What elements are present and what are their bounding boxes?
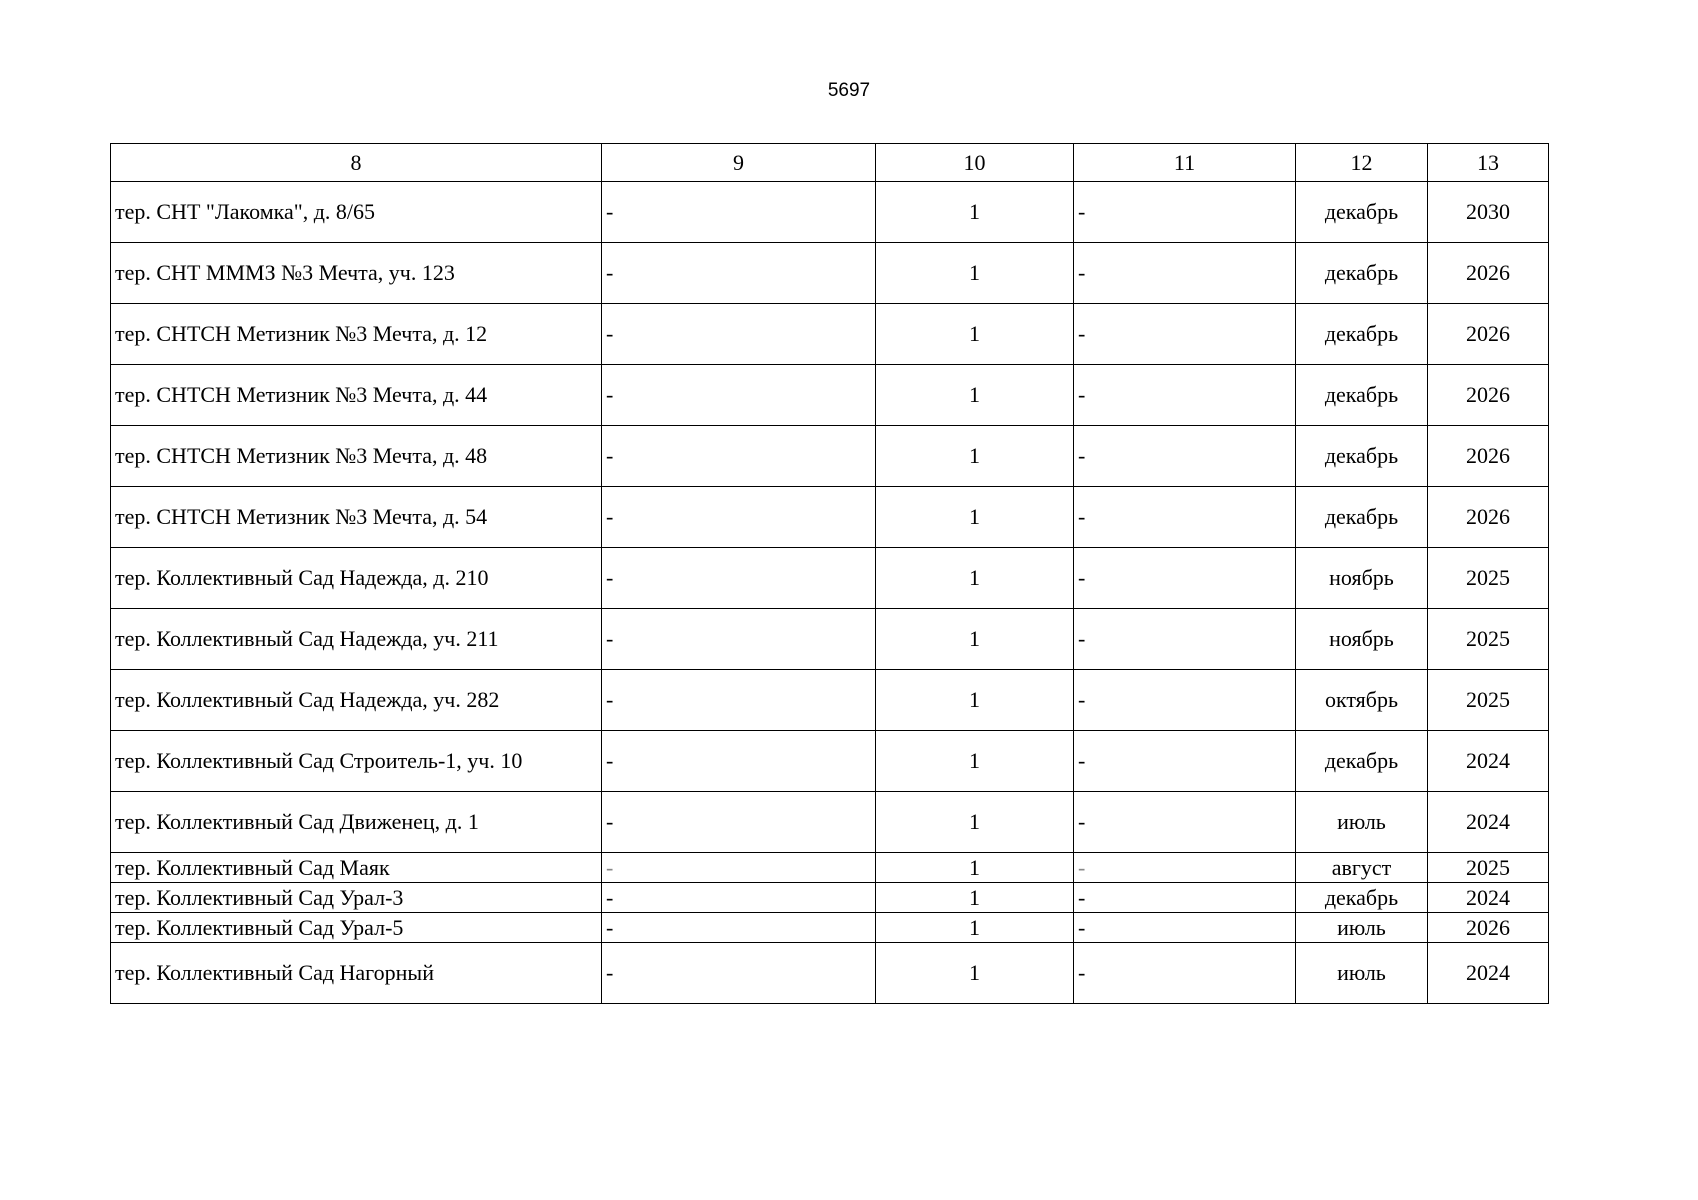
address-cell: тер. Коллективный Сад Нагорный bbox=[111, 943, 602, 1004]
column-header-12: 12 bbox=[1296, 144, 1428, 182]
cell-col11: - bbox=[1074, 913, 1296, 943]
table-row bbox=[111, 853, 1549, 883]
column-header-9: 9 bbox=[602, 144, 876, 182]
address-cell: тер. Коллективный Сад Движенец, д. 1 bbox=[111, 792, 602, 853]
table-row bbox=[111, 670, 1549, 731]
page-number: 5697 bbox=[827, 80, 871, 101]
table-row bbox=[111, 426, 1549, 487]
cell-col9: - bbox=[602, 792, 876, 853]
address-cell: тер. Коллективный Сад Надежда, уч. 282 bbox=[111, 670, 602, 731]
cell-col10: 1 bbox=[876, 487, 1074, 548]
column-header-10: 10 bbox=[876, 144, 1074, 182]
column-header-13: 13 bbox=[1428, 144, 1549, 182]
cell-col9: - bbox=[602, 487, 876, 548]
year-cell: 2025 bbox=[1428, 609, 1549, 670]
cell-col10: 1 bbox=[876, 365, 1074, 426]
year-cell: 2025 bbox=[1428, 670, 1549, 731]
table-row bbox=[111, 731, 1549, 792]
cell-col9: - bbox=[602, 304, 876, 365]
month-cell: декабрь bbox=[1296, 304, 1428, 365]
table-row bbox=[111, 365, 1549, 426]
address-cell: тер. СНТСН Метизник №3 Мечта, д. 44 bbox=[111, 365, 602, 426]
year-cell: 2026 bbox=[1428, 913, 1549, 943]
address-cell: тер. СНТСН Метизник №3 Мечта, д. 54 bbox=[111, 487, 602, 548]
cell-col10: 1 bbox=[876, 182, 1074, 243]
month-cell: декабрь bbox=[1296, 243, 1428, 304]
cell-col11: - bbox=[1074, 943, 1296, 1004]
month-cell: июль bbox=[1296, 943, 1428, 1004]
address-cell: тер. Коллективный Сад Урал-3 bbox=[111, 883, 602, 913]
month-cell: декабрь bbox=[1296, 426, 1428, 487]
table-header-row bbox=[111, 144, 1549, 182]
table-row bbox=[111, 487, 1549, 548]
year-cell: 2030 bbox=[1428, 182, 1549, 243]
cell-col9: - bbox=[602, 609, 876, 670]
year-cell: 2026 bbox=[1428, 365, 1549, 426]
address-cell: тер. Коллективный Сад Маяк bbox=[111, 853, 602, 883]
cell-col9: - bbox=[602, 913, 876, 943]
cell-col9: - bbox=[602, 182, 876, 243]
month-cell: июль bbox=[1296, 792, 1428, 853]
month-cell: декабрь bbox=[1296, 365, 1428, 426]
cell-col11: - bbox=[1074, 731, 1296, 792]
address-cell: тер. Коллективный Сад Строитель-1, уч. 10 bbox=[111, 731, 602, 792]
cell-col10: 1 bbox=[876, 670, 1074, 731]
year-cell: 2026 bbox=[1428, 304, 1549, 365]
month-cell: ноябрь bbox=[1296, 609, 1428, 670]
table-row bbox=[111, 243, 1549, 304]
cell-col11: - bbox=[1074, 792, 1296, 853]
year-cell: 2026 bbox=[1428, 243, 1549, 304]
address-cell: тер. СНТСН Метизник №3 Мечта, д. 48 bbox=[111, 426, 602, 487]
table-row bbox=[111, 792, 1549, 853]
month-cell: декабрь bbox=[1296, 182, 1428, 243]
year-cell: 2025 bbox=[1428, 548, 1549, 609]
cell-col9: - bbox=[602, 731, 876, 792]
cell-col11: - bbox=[1074, 426, 1296, 487]
address-cell: тер. СНТ МММЗ №3 Мечта, уч. 123 bbox=[111, 243, 602, 304]
table-row bbox=[111, 913, 1549, 943]
cell-col11: - bbox=[1074, 609, 1296, 670]
month-cell: декабрь bbox=[1296, 883, 1428, 913]
month-cell: ноябрь bbox=[1296, 548, 1428, 609]
cell-col10: 1 bbox=[876, 883, 1074, 913]
month-cell: август bbox=[1296, 853, 1428, 883]
address-cell: тер. Коллективный Сад Надежда, уч. 211 bbox=[111, 609, 602, 670]
year-cell: 2024 bbox=[1428, 943, 1549, 1004]
year-cell: 2026 bbox=[1428, 487, 1549, 548]
month-cell: декабрь bbox=[1296, 487, 1428, 548]
cell-col10: 1 bbox=[876, 609, 1074, 670]
year-cell: 2024 bbox=[1428, 883, 1549, 913]
cell-col10: 1 bbox=[876, 913, 1074, 943]
cell-col10: 1 bbox=[876, 243, 1074, 304]
cell-col9: - bbox=[602, 548, 876, 609]
cell-col11: - bbox=[1074, 182, 1296, 243]
cell-col11: - bbox=[1074, 304, 1296, 365]
cell-col10: 1 bbox=[876, 792, 1074, 853]
cell-col11: - bbox=[1074, 365, 1296, 426]
month-cell: июль bbox=[1296, 913, 1428, 943]
cell-col10: 1 bbox=[876, 731, 1074, 792]
cell-col9: - bbox=[602, 365, 876, 426]
cell-col9: - bbox=[602, 853, 876, 883]
cell-col10: 1 bbox=[876, 426, 1074, 487]
table-row bbox=[111, 609, 1549, 670]
cell-col11: - bbox=[1074, 243, 1296, 304]
address-cell: тер. Коллективный Сад Надежда, д. 210 bbox=[111, 548, 602, 609]
column-header-11: 11 bbox=[1074, 144, 1296, 182]
cell-col9: - bbox=[602, 883, 876, 913]
month-cell: декабрь bbox=[1296, 731, 1428, 792]
cell-col11: - bbox=[1074, 487, 1296, 548]
address-cell: тер. СНТ "Лакомка", д. 8/65 bbox=[111, 182, 602, 243]
year-cell: 2024 bbox=[1428, 731, 1549, 792]
year-cell: 2025 bbox=[1428, 853, 1549, 883]
cell-col9: - bbox=[602, 243, 876, 304]
column-header-8: 8 bbox=[111, 144, 602, 182]
cell-col9: - bbox=[602, 670, 876, 731]
cell-col9: - bbox=[602, 426, 876, 487]
cell-col10: 1 bbox=[876, 853, 1074, 883]
table-row bbox=[111, 943, 1549, 1004]
address-cell: тер. СНТСН Метизник №3 Мечта, д. 12 bbox=[111, 304, 602, 365]
data-table bbox=[110, 143, 1549, 1004]
cell-col10: 1 bbox=[876, 548, 1074, 609]
cell-col10: 1 bbox=[876, 943, 1074, 1004]
table-row bbox=[111, 182, 1549, 243]
address-cell: тер. Коллективный Сад Урал-5 bbox=[111, 913, 602, 943]
year-cell: 2026 bbox=[1428, 426, 1549, 487]
table-row bbox=[111, 304, 1549, 365]
cell-col11: - bbox=[1074, 853, 1296, 883]
month-cell: октябрь bbox=[1296, 670, 1428, 731]
cell-col10: 1 bbox=[876, 304, 1074, 365]
cell-col11: - bbox=[1074, 883, 1296, 913]
table-row bbox=[111, 548, 1549, 609]
cell-col11: - bbox=[1074, 670, 1296, 731]
cell-col11: - bbox=[1074, 548, 1296, 609]
year-cell: 2024 bbox=[1428, 792, 1549, 853]
table-row bbox=[111, 883, 1549, 913]
cell-col9: - bbox=[602, 943, 876, 1004]
